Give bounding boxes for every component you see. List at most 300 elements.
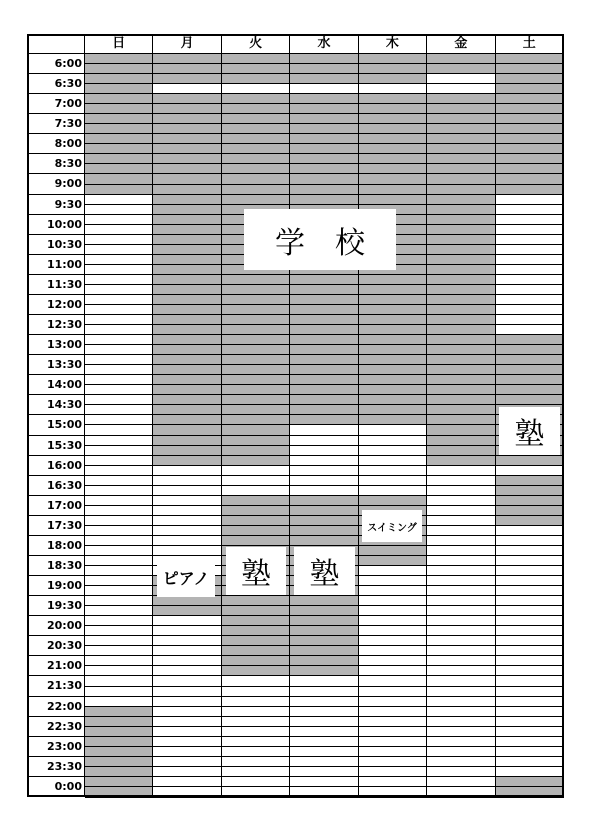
slot-cell[interactable] xyxy=(359,154,427,164)
slot-cell[interactable] xyxy=(496,737,564,747)
slot-cell[interactable] xyxy=(85,757,153,767)
slot-cell[interactable] xyxy=(222,84,290,94)
slot-cell[interactable] xyxy=(85,315,153,325)
slot-cell[interactable] xyxy=(427,727,495,737)
slot-cell[interactable] xyxy=(496,225,564,235)
slot-cell[interactable] xyxy=(427,436,495,446)
slot-cell[interactable] xyxy=(427,536,495,546)
slot-cell[interactable] xyxy=(290,676,358,686)
slot-cell[interactable] xyxy=(359,195,427,205)
slot-cell[interactable] xyxy=(153,767,221,777)
slot-cell[interactable] xyxy=(290,94,358,104)
slot-cell[interactable] xyxy=(496,727,564,737)
slot-cell[interactable] xyxy=(153,315,221,325)
slot-cell[interactable] xyxy=(222,646,290,656)
slot-cell[interactable] xyxy=(222,335,290,345)
slot-cell[interactable] xyxy=(496,646,564,656)
slot-cell[interactable] xyxy=(290,64,358,74)
slot-cell[interactable] xyxy=(496,124,564,134)
slot-cell[interactable] xyxy=(359,616,427,626)
slot-cell[interactable] xyxy=(222,787,290,797)
slot-cell[interactable] xyxy=(359,546,427,556)
slot-cell[interactable] xyxy=(222,64,290,74)
slot-cell[interactable] xyxy=(496,355,564,365)
slot-cell[interactable] xyxy=(359,94,427,104)
slot-cell[interactable] xyxy=(222,436,290,446)
slot-cell[interactable] xyxy=(222,727,290,737)
slot-cell[interactable] xyxy=(427,335,495,345)
slot-cell[interactable] xyxy=(290,305,358,315)
slot-cell[interactable] xyxy=(496,54,564,64)
slot-cell[interactable] xyxy=(290,526,358,536)
slot-cell[interactable] xyxy=(359,355,427,365)
slot-cell[interactable] xyxy=(85,134,153,144)
slot-cell[interactable] xyxy=(496,687,564,697)
slot-cell[interactable] xyxy=(359,787,427,797)
slot-cell[interactable] xyxy=(153,114,221,124)
slot-cell[interactable] xyxy=(222,395,290,405)
slot-cell[interactable] xyxy=(359,586,427,596)
slot-cell[interactable] xyxy=(153,446,221,456)
slot-cell[interactable] xyxy=(427,174,495,184)
slot-cell[interactable] xyxy=(85,395,153,405)
slot-cell[interactable] xyxy=(153,275,221,285)
slot-cell[interactable] xyxy=(85,436,153,446)
slot-cell[interactable] xyxy=(222,737,290,747)
slot-cell[interactable] xyxy=(290,124,358,134)
slot-cell[interactable] xyxy=(496,516,564,526)
slot-cell[interactable] xyxy=(496,616,564,626)
slot-cell[interactable] xyxy=(496,385,564,395)
slot-cell[interactable] xyxy=(153,616,221,626)
slot-cell[interactable] xyxy=(496,305,564,315)
slot-cell[interactable] xyxy=(85,446,153,456)
slot-cell[interactable] xyxy=(153,727,221,737)
slot-cell[interactable] xyxy=(427,305,495,315)
slot-cell[interactable] xyxy=(427,164,495,174)
slot-cell[interactable] xyxy=(359,395,427,405)
slot-cell[interactable] xyxy=(359,124,427,134)
slot-cell[interactable] xyxy=(85,526,153,536)
slot-cell[interactable] xyxy=(359,707,427,717)
slot-cell[interactable] xyxy=(222,747,290,757)
slot-cell[interactable] xyxy=(427,787,495,797)
slot-cell[interactable] xyxy=(153,787,221,797)
slot-cell[interactable] xyxy=(222,365,290,375)
slot-cell[interactable] xyxy=(85,295,153,305)
slot-cell[interactable] xyxy=(496,707,564,717)
slot-cell[interactable] xyxy=(290,616,358,626)
slot-cell[interactable] xyxy=(85,727,153,737)
slot-cell[interactable] xyxy=(222,94,290,104)
slot-cell[interactable] xyxy=(85,697,153,707)
slot-cell[interactable] xyxy=(222,506,290,516)
slot-cell[interactable] xyxy=(153,104,221,114)
slot-cell[interactable] xyxy=(496,345,564,355)
slot-cell[interactable] xyxy=(359,385,427,395)
slot-cell[interactable] xyxy=(496,84,564,94)
slot-cell[interactable] xyxy=(290,335,358,345)
slot-cell[interactable] xyxy=(222,325,290,335)
slot-cell[interactable] xyxy=(85,536,153,546)
slot-cell[interactable] xyxy=(427,104,495,114)
slot-cell[interactable] xyxy=(85,255,153,265)
slot-cell[interactable] xyxy=(427,646,495,656)
slot-cell[interactable] xyxy=(85,576,153,586)
slot-cell[interactable] xyxy=(85,496,153,506)
slot-cell[interactable] xyxy=(222,616,290,626)
slot-cell[interactable] xyxy=(290,687,358,697)
slot-cell[interactable] xyxy=(427,245,495,255)
slot-cell[interactable] xyxy=(290,717,358,727)
slot-cell[interactable] xyxy=(359,737,427,747)
slot-cell[interactable] xyxy=(496,526,564,536)
slot-cell[interactable] xyxy=(290,325,358,335)
slot-cell[interactable] xyxy=(496,747,564,757)
slot-cell[interactable] xyxy=(290,656,358,666)
slot-cell[interactable] xyxy=(85,777,153,787)
slot-cell[interactable] xyxy=(222,717,290,727)
slot-cell[interactable] xyxy=(85,466,153,476)
slot-cell[interactable] xyxy=(222,345,290,355)
slot-cell[interactable] xyxy=(153,536,221,546)
slot-cell[interactable] xyxy=(496,395,564,405)
slot-cell[interactable] xyxy=(85,215,153,225)
slot-cell[interactable] xyxy=(359,747,427,757)
slot-cell[interactable] xyxy=(222,626,290,636)
slot-cell[interactable] xyxy=(153,717,221,727)
slot-cell[interactable] xyxy=(359,656,427,666)
slot-cell[interactable] xyxy=(153,646,221,656)
slot-cell[interactable] xyxy=(153,84,221,94)
slot-cell[interactable] xyxy=(85,225,153,235)
slot-cell[interactable] xyxy=(496,255,564,265)
slot-cell[interactable] xyxy=(85,64,153,74)
slot-cell[interactable] xyxy=(222,185,290,195)
slot-cell[interactable] xyxy=(153,546,221,556)
slot-cell[interactable] xyxy=(85,666,153,676)
slot-cell[interactable] xyxy=(359,476,427,486)
slot-cell[interactable] xyxy=(427,64,495,74)
slot-cell[interactable] xyxy=(85,355,153,365)
slot-cell[interactable] xyxy=(496,375,564,385)
slot-cell[interactable] xyxy=(290,425,358,435)
slot-cell[interactable] xyxy=(222,516,290,526)
slot-cell[interactable] xyxy=(222,375,290,385)
slot-cell[interactable] xyxy=(85,54,153,64)
slot-cell[interactable] xyxy=(85,556,153,566)
slot-cell[interactable] xyxy=(496,606,564,616)
slot-cell[interactable] xyxy=(496,797,564,798)
slot-cell[interactable] xyxy=(153,365,221,375)
slot-cell[interactable] xyxy=(427,365,495,375)
slot-cell[interactable] xyxy=(153,54,221,64)
slot-cell[interactable] xyxy=(496,215,564,225)
slot-cell[interactable] xyxy=(85,425,153,435)
slot-cell[interactable] xyxy=(359,646,427,656)
slot-cell[interactable] xyxy=(153,154,221,164)
slot-cell[interactable] xyxy=(85,205,153,215)
slot-cell[interactable] xyxy=(496,114,564,124)
slot-cell[interactable] xyxy=(290,446,358,456)
slot-cell[interactable] xyxy=(222,797,290,798)
slot-cell[interactable] xyxy=(290,164,358,174)
slot-cell[interactable] xyxy=(359,325,427,335)
slot-cell[interactable] xyxy=(222,606,290,616)
slot-cell[interactable] xyxy=(496,325,564,335)
slot-cell[interactable] xyxy=(427,385,495,395)
slot-cell[interactable] xyxy=(359,797,427,798)
slot-cell[interactable] xyxy=(222,355,290,365)
slot-cell[interactable] xyxy=(85,345,153,355)
slot-cell[interactable] xyxy=(359,104,427,114)
slot-cell[interactable] xyxy=(496,285,564,295)
slot-cell[interactable] xyxy=(427,134,495,144)
slot-cell[interactable] xyxy=(290,185,358,195)
slot-cell[interactable] xyxy=(290,54,358,64)
slot-cell[interactable] xyxy=(496,174,564,184)
slot-cell[interactable] xyxy=(427,636,495,646)
slot-cell[interactable] xyxy=(290,506,358,516)
slot-cell[interactable] xyxy=(153,174,221,184)
slot-cell[interactable] xyxy=(85,265,153,275)
slot-cell[interactable] xyxy=(290,285,358,295)
slot-cell[interactable] xyxy=(222,536,290,546)
slot-cell[interactable] xyxy=(290,275,358,285)
slot-cell[interactable] xyxy=(290,415,358,425)
slot-cell[interactable] xyxy=(222,767,290,777)
slot-cell[interactable] xyxy=(290,436,358,446)
slot-cell[interactable] xyxy=(290,345,358,355)
slot-cell[interactable] xyxy=(427,285,495,295)
slot-cell[interactable] xyxy=(359,84,427,94)
slot-cell[interactable] xyxy=(153,466,221,476)
slot-cell[interactable] xyxy=(290,777,358,787)
slot-cell[interactable] xyxy=(153,285,221,295)
slot-cell[interactable] xyxy=(290,737,358,747)
slot-cell[interactable] xyxy=(222,124,290,134)
slot-cell[interactable] xyxy=(359,365,427,375)
slot-cell[interactable] xyxy=(427,195,495,205)
slot-cell[interactable] xyxy=(359,64,427,74)
slot-cell[interactable] xyxy=(153,64,221,74)
slot-cell[interactable] xyxy=(153,596,221,606)
slot-cell[interactable] xyxy=(496,767,564,777)
slot-cell[interactable] xyxy=(427,737,495,747)
slot-cell[interactable] xyxy=(359,496,427,506)
slot-cell[interactable] xyxy=(427,425,495,435)
slot-cell[interactable] xyxy=(427,94,495,104)
slot-cell[interactable] xyxy=(85,707,153,717)
slot-cell[interactable] xyxy=(290,315,358,325)
slot-cell[interactable] xyxy=(222,275,290,285)
slot-cell[interactable] xyxy=(153,415,221,425)
slot-cell[interactable] xyxy=(427,546,495,556)
slot-cell[interactable] xyxy=(85,747,153,757)
slot-cell[interactable] xyxy=(222,486,290,496)
slot-cell[interactable] xyxy=(222,446,290,456)
slot-cell[interactable] xyxy=(496,697,564,707)
slot-cell[interactable] xyxy=(290,516,358,526)
slot-cell[interactable] xyxy=(222,687,290,697)
slot-cell[interactable] xyxy=(222,104,290,114)
slot-cell[interactable] xyxy=(153,777,221,787)
slot-cell[interactable] xyxy=(359,134,427,144)
slot-cell[interactable] xyxy=(85,74,153,84)
slot-cell[interactable] xyxy=(290,666,358,676)
slot-cell[interactable] xyxy=(496,185,564,195)
slot-cell[interactable] xyxy=(153,425,221,435)
slot-cell[interactable] xyxy=(427,54,495,64)
slot-cell[interactable] xyxy=(359,576,427,586)
slot-cell[interactable] xyxy=(496,536,564,546)
slot-cell[interactable] xyxy=(359,456,427,466)
slot-cell[interactable] xyxy=(496,506,564,516)
slot-cell[interactable] xyxy=(359,405,427,415)
slot-cell[interactable] xyxy=(427,325,495,335)
slot-cell[interactable] xyxy=(153,656,221,666)
slot-cell[interactable] xyxy=(85,375,153,385)
slot-cell[interactable] xyxy=(85,154,153,164)
slot-cell[interactable] xyxy=(85,797,153,798)
slot-cell[interactable] xyxy=(85,476,153,486)
slot-cell[interactable] xyxy=(85,174,153,184)
slot-cell[interactable] xyxy=(359,295,427,305)
slot-cell[interactable] xyxy=(153,215,221,225)
slot-cell[interactable] xyxy=(496,476,564,486)
slot-cell[interactable] xyxy=(222,134,290,144)
slot-cell[interactable] xyxy=(359,54,427,64)
slot-cell[interactable] xyxy=(427,566,495,576)
slot-cell[interactable] xyxy=(359,285,427,295)
slot-cell[interactable] xyxy=(427,255,495,265)
slot-cell[interactable] xyxy=(85,586,153,596)
slot-cell[interactable] xyxy=(359,114,427,124)
slot-cell[interactable] xyxy=(427,687,495,697)
slot-cell[interactable] xyxy=(496,235,564,245)
slot-cell[interactable] xyxy=(427,666,495,676)
slot-cell[interactable] xyxy=(153,636,221,646)
slot-cell[interactable] xyxy=(359,767,427,777)
slot-cell[interactable] xyxy=(427,516,495,526)
slot-cell[interactable] xyxy=(222,697,290,707)
slot-cell[interactable] xyxy=(85,114,153,124)
slot-cell[interactable] xyxy=(153,385,221,395)
slot-cell[interactable] xyxy=(290,646,358,656)
slot-cell[interactable] xyxy=(427,154,495,164)
slot-cell[interactable] xyxy=(153,626,221,636)
slot-cell[interactable] xyxy=(222,154,290,164)
slot-cell[interactable] xyxy=(427,576,495,586)
slot-cell[interactable] xyxy=(153,94,221,104)
slot-cell[interactable] xyxy=(290,365,358,375)
slot-cell[interactable] xyxy=(85,235,153,245)
slot-cell[interactable] xyxy=(85,195,153,205)
slot-cell[interactable] xyxy=(290,355,358,365)
slot-cell[interactable] xyxy=(359,425,427,435)
slot-cell[interactable] xyxy=(496,717,564,727)
slot-cell[interactable] xyxy=(85,636,153,646)
slot-cell[interactable] xyxy=(153,305,221,315)
slot-cell[interactable] xyxy=(427,777,495,787)
slot-cell[interactable] xyxy=(427,124,495,134)
slot-cell[interactable] xyxy=(85,626,153,636)
slot-cell[interactable] xyxy=(427,596,495,606)
slot-cell[interactable] xyxy=(153,205,221,215)
slot-cell[interactable] xyxy=(222,466,290,476)
slot-cell[interactable] xyxy=(222,164,290,174)
slot-cell[interactable] xyxy=(359,415,427,425)
slot-cell[interactable] xyxy=(153,506,221,516)
slot-cell[interactable] xyxy=(496,154,564,164)
slot-cell[interactable] xyxy=(222,676,290,686)
slot-cell[interactable] xyxy=(290,496,358,506)
slot-cell[interactable] xyxy=(153,245,221,255)
slot-cell[interactable] xyxy=(427,185,495,195)
slot-cell[interactable] xyxy=(359,335,427,345)
slot-cell[interactable] xyxy=(496,626,564,636)
slot-cell[interactable] xyxy=(222,636,290,646)
slot-cell[interactable] xyxy=(496,777,564,787)
slot-cell[interactable] xyxy=(290,626,358,636)
slot-cell[interactable] xyxy=(496,656,564,666)
slot-cell[interactable] xyxy=(496,636,564,646)
slot-cell[interactable] xyxy=(85,385,153,395)
slot-cell[interactable] xyxy=(359,466,427,476)
slot-cell[interactable] xyxy=(85,546,153,556)
slot-cell[interactable] xyxy=(496,676,564,686)
slot-cell[interactable] xyxy=(153,606,221,616)
slot-cell[interactable] xyxy=(153,195,221,205)
slot-cell[interactable] xyxy=(290,385,358,395)
slot-cell[interactable] xyxy=(427,496,495,506)
slot-cell[interactable] xyxy=(427,707,495,717)
slot-cell[interactable] xyxy=(85,767,153,777)
slot-cell[interactable] xyxy=(290,405,358,415)
slot-cell[interactable] xyxy=(222,114,290,124)
slot-cell[interactable] xyxy=(427,225,495,235)
slot-cell[interactable] xyxy=(153,456,221,466)
slot-cell[interactable] xyxy=(496,144,564,154)
slot-cell[interactable] xyxy=(222,305,290,315)
slot-cell[interactable] xyxy=(153,436,221,446)
slot-cell[interactable] xyxy=(290,114,358,124)
slot-cell[interactable] xyxy=(427,205,495,215)
slot-cell[interactable] xyxy=(153,144,221,154)
slot-cell[interactable] xyxy=(153,124,221,134)
slot-cell[interactable] xyxy=(496,596,564,606)
slot-cell[interactable] xyxy=(222,425,290,435)
slot-cell[interactable] xyxy=(427,676,495,686)
slot-cell[interactable] xyxy=(85,616,153,626)
slot-cell[interactable] xyxy=(153,757,221,767)
slot-cell[interactable] xyxy=(290,395,358,405)
slot-cell[interactable] xyxy=(153,164,221,174)
slot-cell[interactable] xyxy=(359,315,427,325)
slot-cell[interactable] xyxy=(85,506,153,516)
slot-cell[interactable] xyxy=(427,456,495,466)
slot-cell[interactable] xyxy=(427,114,495,124)
slot-cell[interactable] xyxy=(427,275,495,285)
slot-cell[interactable] xyxy=(496,64,564,74)
slot-cell[interactable] xyxy=(290,767,358,777)
slot-cell[interactable] xyxy=(153,134,221,144)
slot-cell[interactable] xyxy=(222,415,290,425)
slot-cell[interactable] xyxy=(290,636,358,646)
slot-cell[interactable] xyxy=(153,345,221,355)
slot-cell[interactable] xyxy=(222,144,290,154)
slot-cell[interactable] xyxy=(359,757,427,767)
